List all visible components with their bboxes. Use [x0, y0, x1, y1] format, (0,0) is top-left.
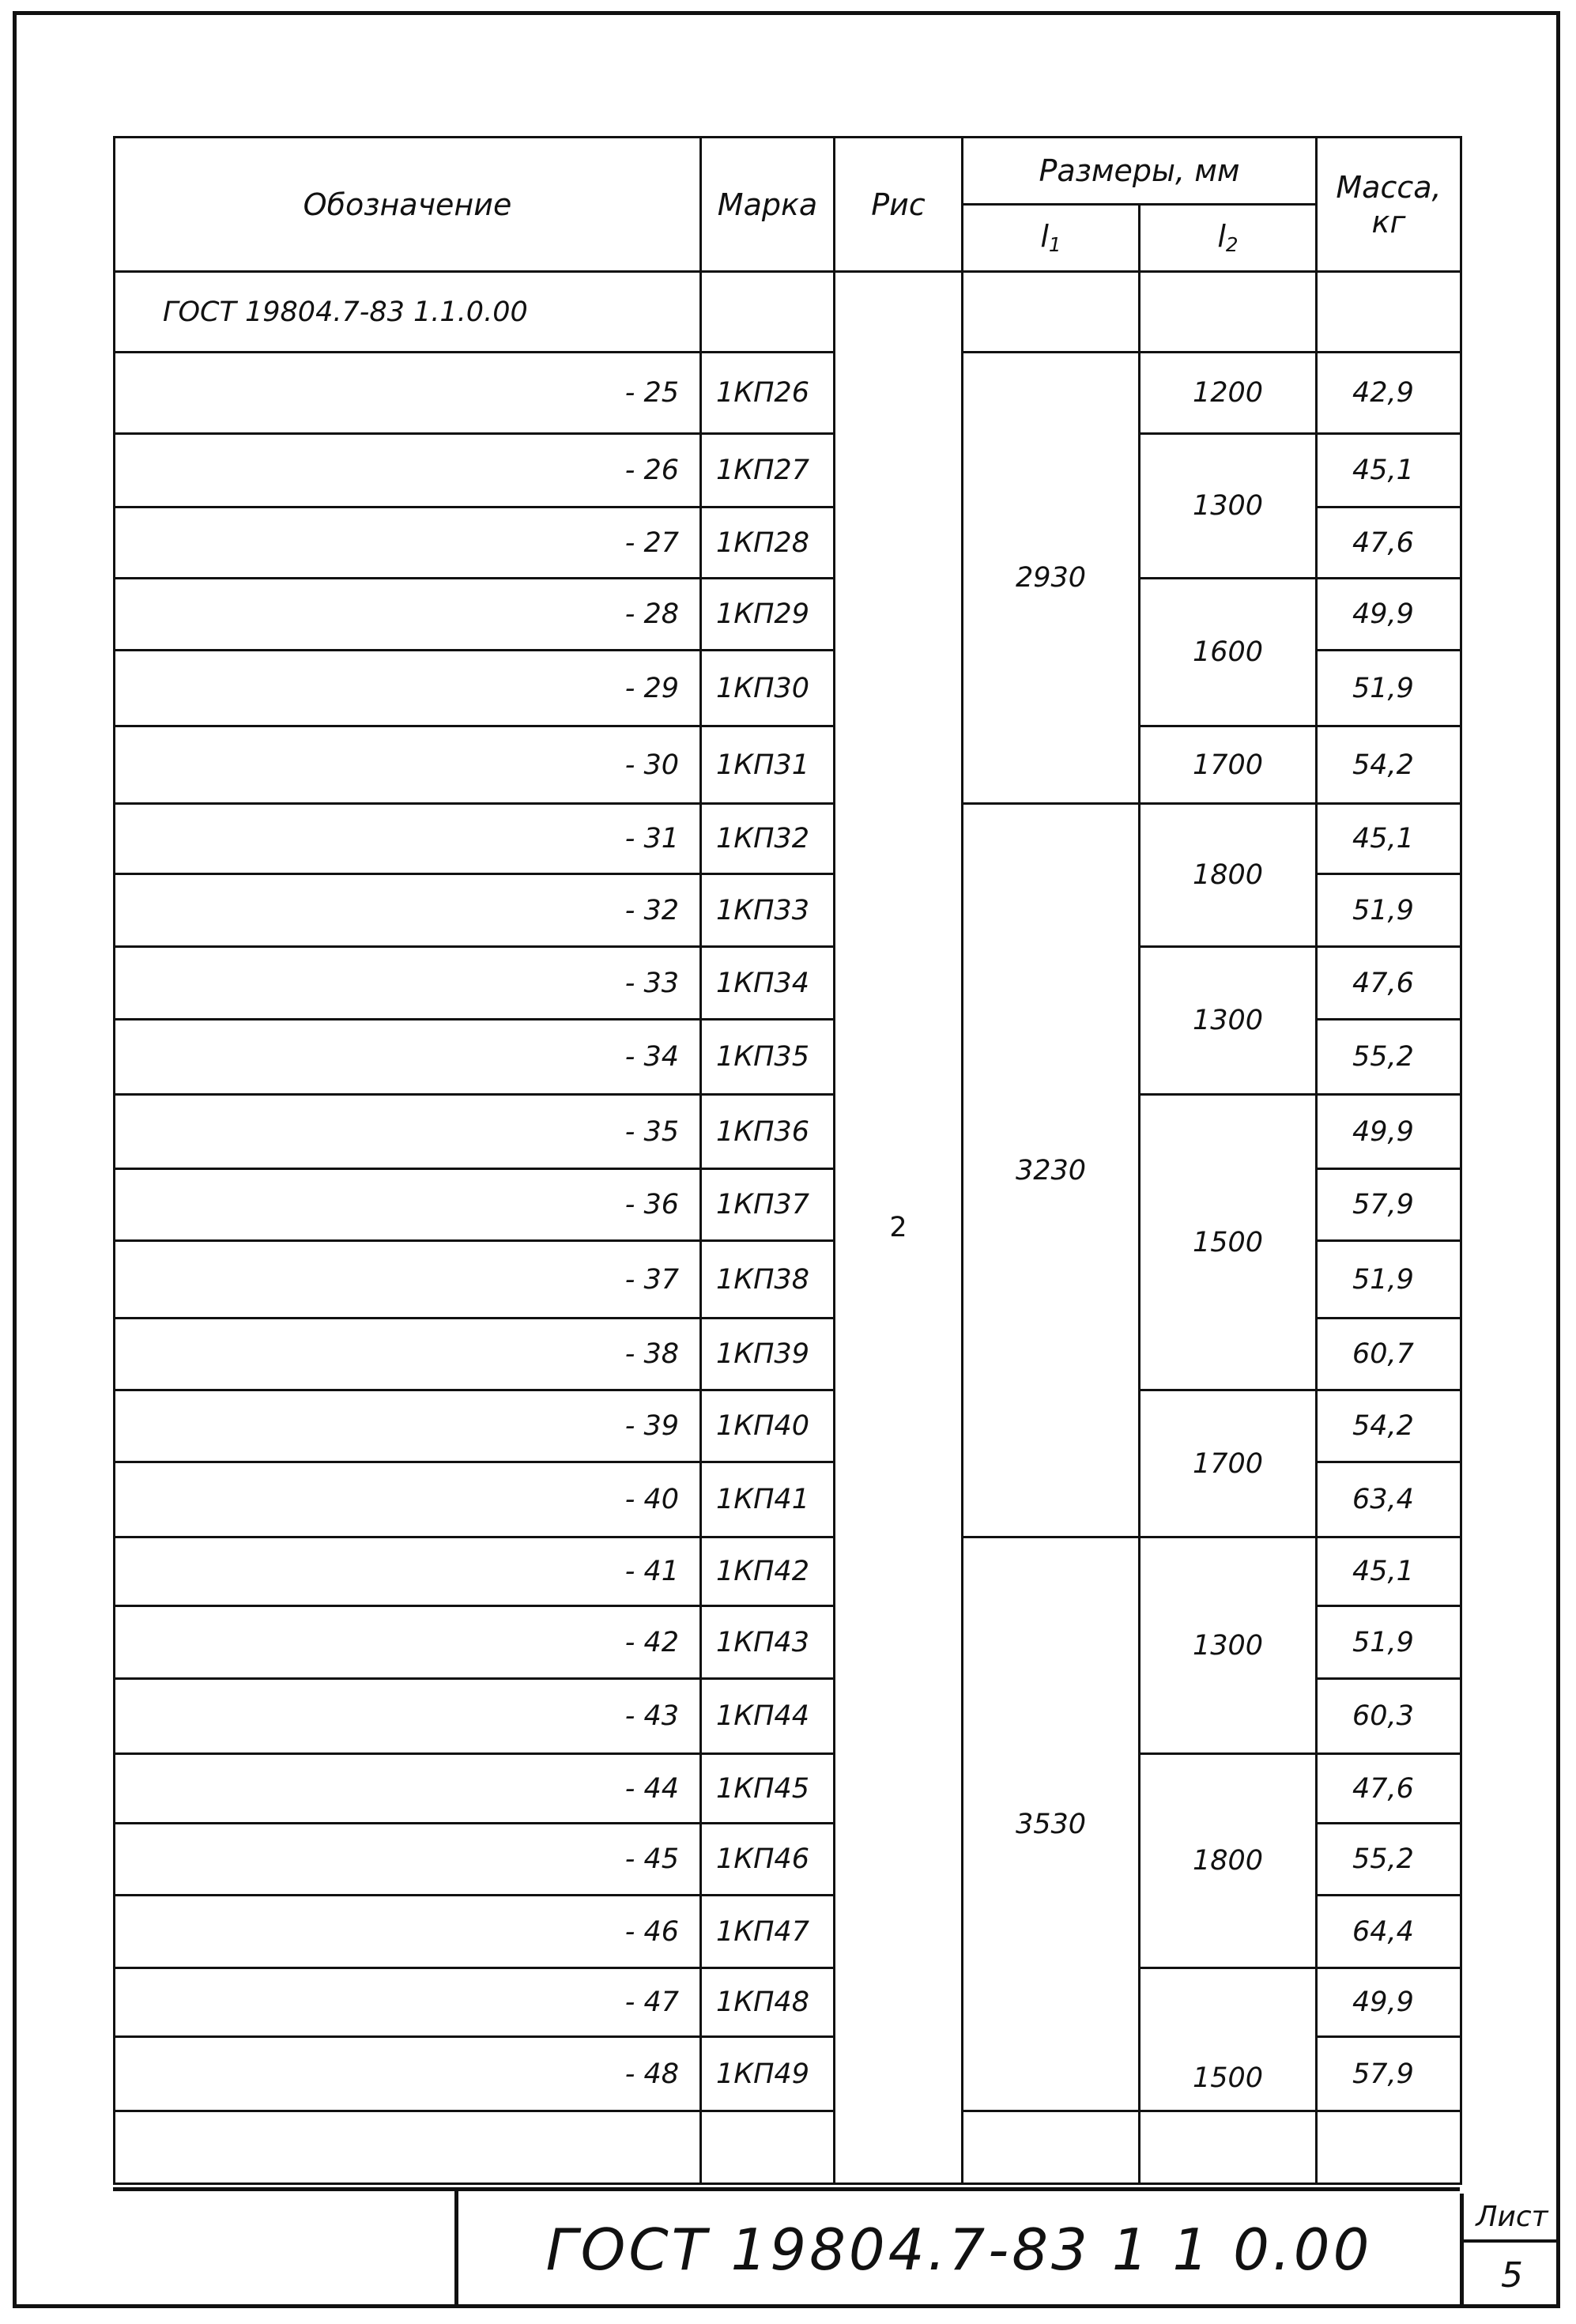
- designation-cell: - 41: [115, 1537, 701, 1606]
- designation-cell: - 31: [115, 804, 701, 874]
- designation-cell: - 27: [115, 507, 701, 579]
- header-mass: Масса, кг: [1317, 138, 1461, 272]
- mark-cell: 1КП29: [701, 579, 835, 651]
- designation-cell: - 47: [115, 1968, 701, 2037]
- mass-cell: 55,2: [1317, 1020, 1461, 1095]
- l1-cell-empty: [963, 272, 1140, 353]
- designation-cell: - 39: [115, 1390, 701, 1462]
- mass-cell: 45,1: [1317, 1537, 1461, 1606]
- header-l2: $l_2$: [1140, 205, 1317, 272]
- table-row: [115, 579, 1461, 651]
- mark-cell: 1КП40: [701, 1390, 835, 1462]
- mark-cell: 1КП30: [701, 651, 835, 726]
- designation-cell: - 34: [115, 1020, 701, 1095]
- mark-cell: 1КП26: [701, 353, 835, 434]
- designation-cell: - 26: [115, 434, 701, 507]
- designation-cell: - 40: [115, 1462, 701, 1537]
- mass-cell: 49,9: [1317, 1095, 1461, 1169]
- table-row: [115, 1968, 1461, 2037]
- designation-cell: - 43: [115, 1679, 701, 1754]
- table-row: [115, 804, 1461, 874]
- mark-cell: 1КП32: [701, 804, 835, 874]
- mark-cell: 1КП35: [701, 1020, 835, 1095]
- l2-cell: 1700: [1140, 1390, 1317, 1537]
- mass-cell: 51,9: [1317, 651, 1461, 726]
- designation-cell: - 33: [115, 947, 701, 1020]
- header-l1: $l_1$: [963, 205, 1140, 272]
- designation-cell: [115, 2111, 701, 2184]
- mark-cell: 1КП48: [701, 1968, 835, 2037]
- mark-cell: 1КП45: [701, 1754, 835, 1824]
- mass-cell: 42,9: [1317, 353, 1461, 434]
- table-row: [115, 726, 1461, 804]
- mass-cell: [1317, 2111, 1461, 2184]
- mass-cell: 57,9: [1317, 1169, 1461, 1241]
- l2-cell-empty: [1140, 272, 1317, 353]
- mass-cell: 54,2: [1317, 1390, 1461, 1462]
- mark-cell: [701, 2111, 835, 2184]
- l2-cell: [1140, 2111, 1317, 2184]
- l2-cell: 1300: [1140, 1537, 1317, 1754]
- mass-cell: 47,6: [1317, 1754, 1461, 1824]
- mark-cell: 1КП42: [701, 1537, 835, 1606]
- l2-cell: 1300: [1140, 947, 1317, 1095]
- mark-cell-empty: [701, 272, 835, 353]
- mass-cell: 63,4: [1317, 1462, 1461, 1537]
- designation-cell: - 29: [115, 651, 701, 726]
- title-block: [113, 2187, 1460, 2308]
- designation-cell: ГОСТ 19804.7-83 1.1.0.00: [115, 272, 701, 353]
- l2-cell: 1500: [1140, 1968, 1317, 2111]
- mass-cell: 51,9: [1317, 1241, 1461, 1319]
- l1-cell: 3230: [963, 804, 1140, 1537]
- l2-cell: 1600: [1140, 579, 1317, 726]
- mass-cell: 47,6: [1317, 947, 1461, 1020]
- designation-cell: - 25: [115, 353, 701, 434]
- designation-cell: - 36: [115, 1169, 701, 1241]
- mark-cell: 1КП47: [701, 1896, 835, 1968]
- mass-cell-empty: [1317, 272, 1461, 353]
- sheet-number: 5: [1501, 2255, 1523, 2296]
- mass-cell: 57,9: [1317, 2037, 1461, 2111]
- l2-cell: 1800: [1140, 804, 1317, 947]
- designation-cell: - 42: [115, 1606, 701, 1679]
- mark-cell: 1КП41: [701, 1462, 835, 1537]
- mass-cell: 55,2: [1317, 1824, 1461, 1896]
- document-designation: ГОСТ 19804.7-83 1 1 0.00: [545, 2216, 1373, 2283]
- mass-cell: 51,9: [1317, 874, 1461, 947]
- l2-cell: 1300: [1140, 434, 1317, 579]
- designation-cell: - 46: [115, 1896, 701, 1968]
- l1-cell: [963, 2111, 1140, 2184]
- mass-cell: 45,1: [1317, 434, 1461, 507]
- mass-cell: 47,6: [1317, 507, 1461, 579]
- designation-cell: - 44: [115, 1754, 701, 1824]
- l2-cell: 1200: [1140, 353, 1317, 434]
- mark-cell: 1КП39: [701, 1319, 835, 1390]
- mark-cell: 1КП46: [701, 1824, 835, 1896]
- mark-cell: 1КП38: [701, 1241, 835, 1319]
- header-designation: Обозначение: [115, 138, 701, 272]
- mark-cell: 1КП33: [701, 874, 835, 947]
- designation-cell: - 30: [115, 726, 701, 804]
- l1-cell: 3530: [963, 1537, 1140, 2111]
- designation-cell: - 35: [115, 1095, 701, 1169]
- mass-cell: 64,4: [1317, 1896, 1461, 1968]
- l2-cell: 1800: [1140, 1754, 1317, 1968]
- table-row: [115, 353, 1461, 434]
- mass-cell: 51,9: [1317, 1606, 1461, 1679]
- mark-cell: 1КП49: [701, 2037, 835, 2111]
- specification-table: [113, 136, 1462, 2185]
- header-sizes: Размеры, мм: [963, 138, 1317, 205]
- mark-cell: 1КП34: [701, 947, 835, 1020]
- mark-cell: 1КП37: [701, 1169, 835, 1241]
- mark-cell: 1КП44: [701, 1679, 835, 1754]
- table-row: [115, 2111, 1461, 2184]
- table-row: [115, 1754, 1461, 1824]
- mark-cell: 1КП27: [701, 434, 835, 507]
- sheet-number-box: [1460, 2194, 1560, 2308]
- designation-cell: - 48: [115, 2037, 701, 2111]
- table-row: [115, 1390, 1461, 1462]
- mass-cell: 49,9: [1317, 1968, 1461, 2037]
- table-row: [115, 434, 1461, 507]
- table-row: [115, 1095, 1461, 1169]
- title-block-empty-field: [113, 2191, 458, 2308]
- mass-cell: 45,1: [1317, 804, 1461, 874]
- mark-cell: 1КП31: [701, 726, 835, 804]
- designation-cell: - 38: [115, 1319, 701, 1390]
- mass-cell: 60,7: [1317, 1319, 1461, 1390]
- l1-cell: 2930: [963, 353, 1140, 804]
- designation-cell: - 37: [115, 1241, 701, 1319]
- l2-cell: 1500: [1140, 1095, 1317, 1390]
- header-mark: Марка: [701, 138, 835, 272]
- designation-cell: - 28: [115, 579, 701, 651]
- sheet-label: Лист: [1464, 2194, 1560, 2243]
- l2-cell: 1700: [1140, 726, 1317, 804]
- mark-cell: 1КП36: [701, 1095, 835, 1169]
- header-figure: Рис: [835, 138, 963, 272]
- designation-cell: - 45: [115, 1824, 701, 1896]
- mass-cell: 49,9: [1317, 579, 1461, 651]
- mark-cell: 1КП43: [701, 1606, 835, 1679]
- table-row: [115, 1537, 1461, 1606]
- figure-cell: 2: [835, 272, 963, 2184]
- mark-cell: 1КП28: [701, 507, 835, 579]
- mass-cell: 60,3: [1317, 1679, 1461, 1754]
- table-row: [115, 947, 1461, 1020]
- designation-cell: - 32: [115, 874, 701, 947]
- mass-cell: 54,2: [1317, 726, 1461, 804]
